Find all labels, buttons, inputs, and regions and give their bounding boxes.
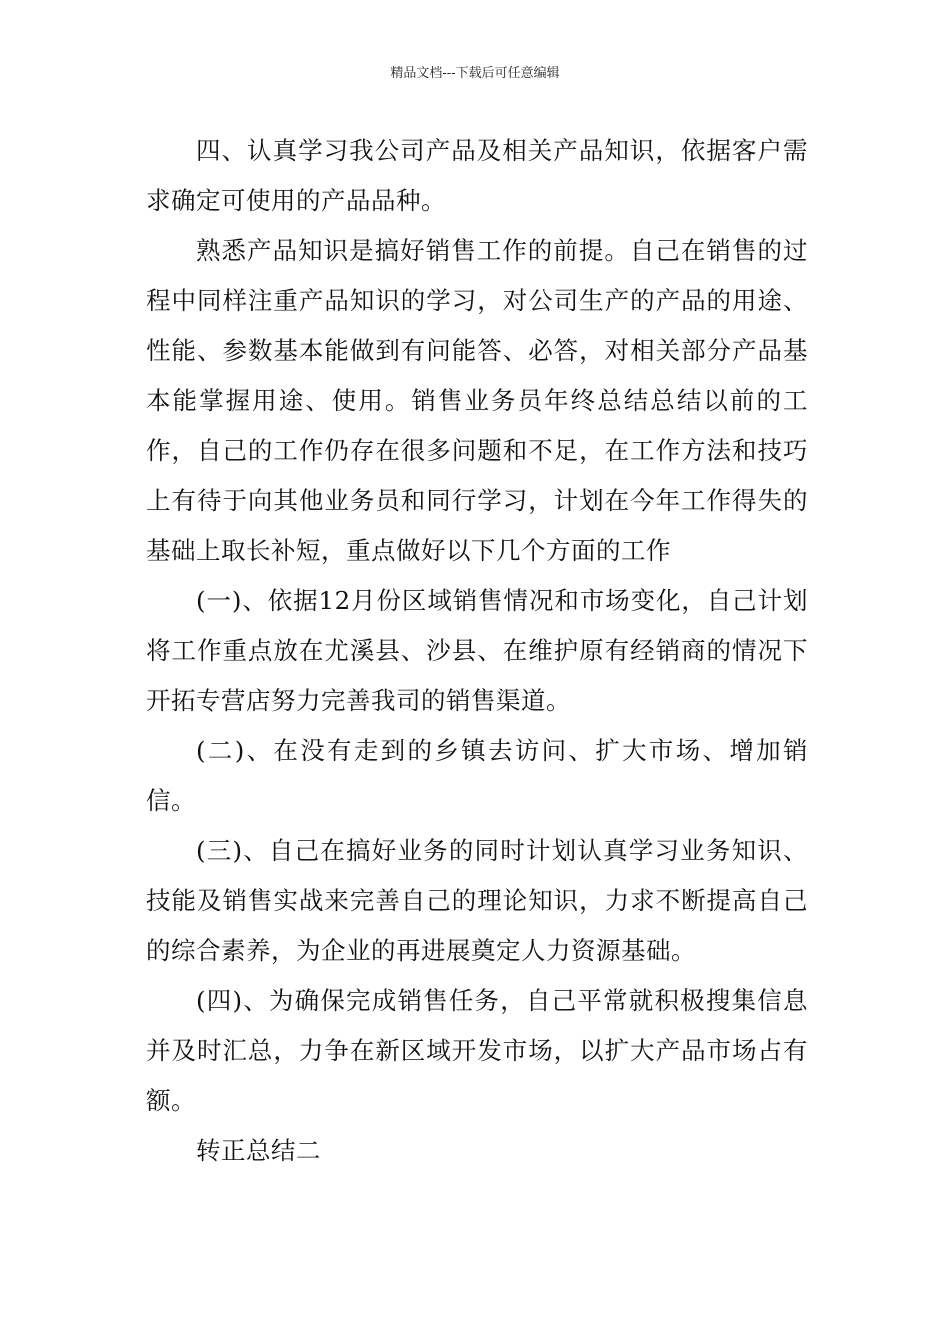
section-heading-summary-two: 转正总结二 (196, 1136, 321, 1165)
paragraph-product-knowledge: 熟悉产品知识是搞好销售工作的前提。自己在销售的过程中同样注重产品知识的学习，对公司生产的产品的用途、性能、参数基本能做到有问能答、必答，对相关部分产品基本能掌握用途、使用。销售业务员年终总结总结以前的工作，自己的工作仍存在很多问题和不足，在工作方法和技巧上有待于向其他业务员和同行学习，计划在今年工作得失的基础上取长补短，重点做好以下几个方面的工作 (146, 236, 808, 565)
document-body (146, 126, 808, 1176)
paragraph-plan-two: (二)、在没有走到的乡镇去访问、扩大市场、增加销信。 (146, 736, 808, 815)
paragraph-plan-three: (三)、自己在搞好业务的同时计划认真学习业务知识、技能及销售实战来完善自己的理论知识，力求不断提高自己的综合素养，为企业的再进展奠定人力资源基础。 (146, 836, 808, 965)
page-header: 精品文档---下载后可任意编辑 (390, 66, 560, 81)
paragraph-plan-four: (四)、为确保完成销售任务，自己平常就积极搜集信息并及时汇总，力争在新区域开发市场，以扩大产品市场占有额。 (146, 986, 808, 1115)
paragraph-plan-one: (一)、依据12月份区域销售情况和市场变化，自己计划将工作重点放在尤溪县、沙县、在维护原有经销商的情况下开拓专营店努力完善我司的销售渠道。 (146, 586, 808, 715)
paragraph-section-four: 四、认真学习我公司产品及相关产品知识，依据客户需求确定可使用的产品品种。 (146, 136, 808, 215)
